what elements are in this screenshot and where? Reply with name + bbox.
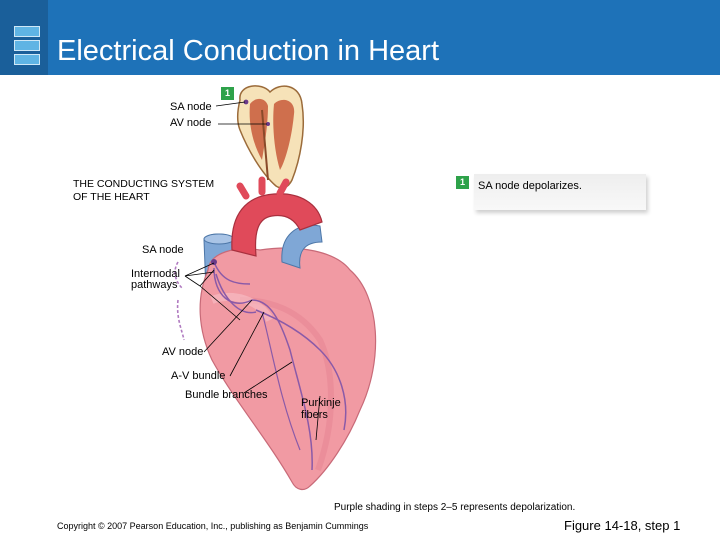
purkinje-fibers-label-line1: Purkinje (301, 397, 341, 409)
internodal-pathways-label-line2: pathways (131, 279, 178, 291)
small-heart-sa-node-label: SA node (170, 101, 212, 113)
internodal-pathways-label-line1: Internodal (131, 268, 180, 280)
sa-node-label: SA node (142, 244, 184, 256)
small-heart-step-badge: 1 (221, 87, 234, 100)
purkinje-fibers-label-line2: fibers (301, 409, 328, 421)
av-node-label: AV node (162, 346, 204, 358)
conducting-system-title-line1: THE CONDUCTING SYSTEM (73, 178, 215, 190)
bundle-branches-label: Bundle branches (185, 389, 268, 401)
conducting-system-title-line2: OF THE HEART (73, 191, 150, 203)
figure-label: Figure 14-18, step 1 (564, 518, 681, 533)
depolarization-caption: Purple shading in steps 2–5 represents depolarization. (334, 502, 576, 513)
main-heart (200, 180, 375, 489)
small-heart-av-node-label: AV node (170, 117, 212, 129)
depolarization-arrow-2 (178, 300, 184, 340)
step-number-badge: 1 (456, 176, 469, 189)
copyright-text: Copyright © 2007 Pearson Education, Inc., publishing as Benjamin Cummings (57, 521, 369, 531)
slide-title: Electrical Conduction in Heart (57, 35, 440, 67)
step-description-text: SA node depolarizes. (478, 180, 582, 192)
small-heart-section (238, 86, 304, 188)
av-bundle-label: A-V bundle (171, 370, 226, 382)
